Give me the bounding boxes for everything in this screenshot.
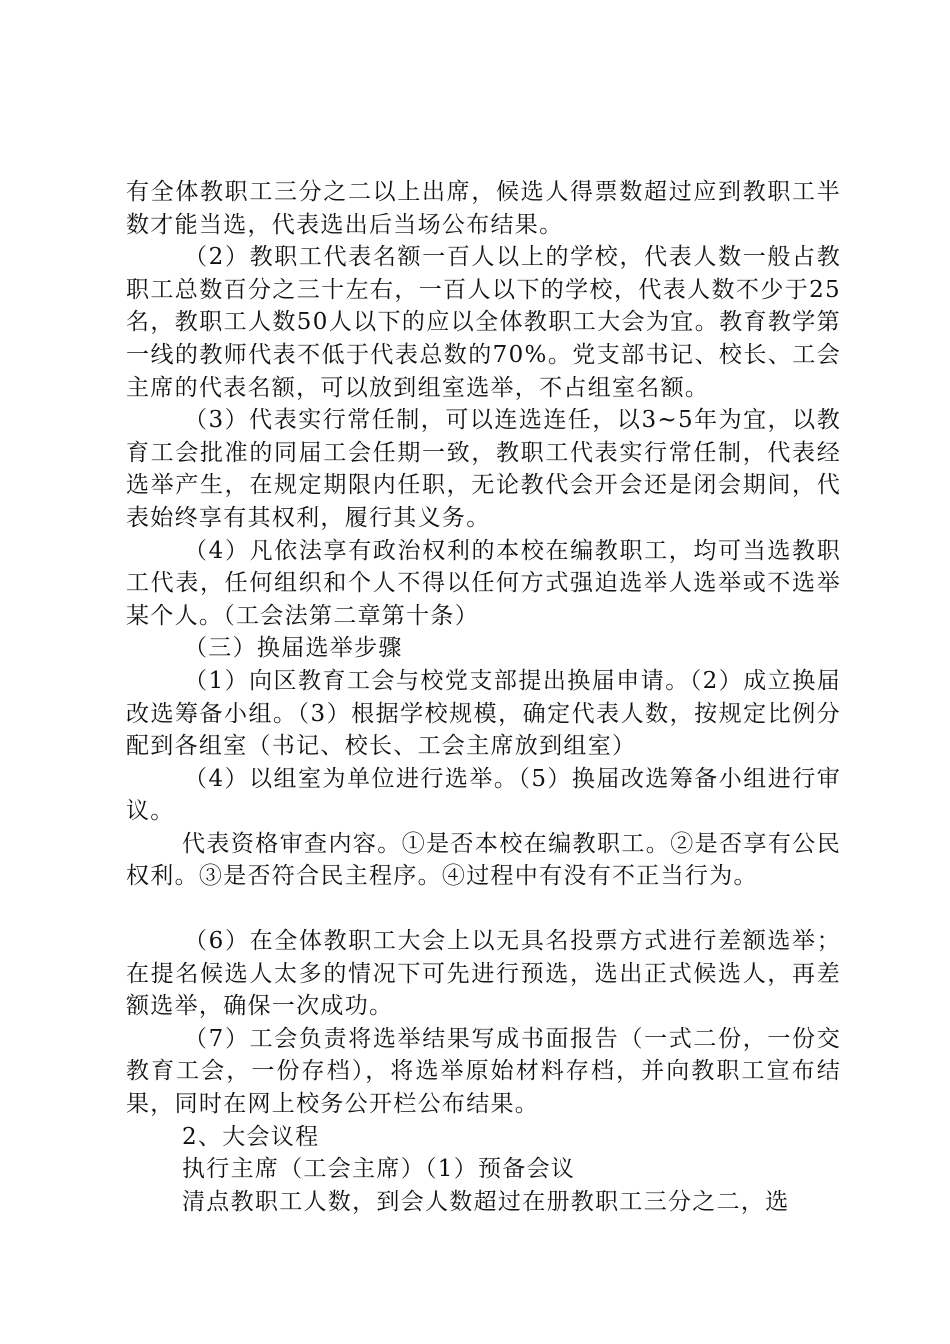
- paragraph-5: （1）向区教育工会与校党支部提出换届申请。（2）成立换届改选筹备小组。（3）根据学校规模，确定代表人数，按规定比例分配到各组室（书记、校长、工会主席放到组室）: [126, 667, 841, 760]
- paragraph-8: （6）在全体教职工大会上以无具名投票方式进行差额选举；在提名候选人太多的情况下可先进行预选，选出正式候选人，再差额选举，确保一次成功。: [126, 928, 841, 1020]
- document-body: [126, 176, 841, 1218]
- paragraph-10: 执行主席（工会主席）（1）预备会议: [182, 1156, 576, 1183]
- paragraph-7: 代表资格审查内容。①是否本校在编教职工。②是否享有公民权利。③是否符合民主程序。④过程中有没有不正当行为。: [126, 830, 841, 890]
- section-heading-agenda: 2、大会议程: [182, 1123, 320, 1150]
- blank-line: [126, 893, 841, 925]
- paragraph-11: 清点教职工人数，到会人数超过在册教职工三分之二，选: [182, 1188, 790, 1215]
- paragraph-3: （3）代表实行常任制，可以连选连任，以3~5年为宜，以教育工会批准的同届工会任期一致，教职工代表实行常任制，代表经选举产生，在规定期限内任职，无论教代会开会还是闭会期间，代表始终享有其权利，履行其义务。: [126, 407, 841, 531]
- paragraph-4: （4）凡依法享有政治权利的本校在编教职工，均可当选教职工代表，任何组织和个人不得以任何方式强迫选举人选举或不选举某个人。（工会法第二章第十条）: [126, 537, 841, 629]
- paragraph-6: （4）以组室为单位进行选举。（5）换届改选筹备小组进行审议。: [126, 765, 841, 825]
- paragraph-1: 有全体教职工三分之二以上出席，候选人得票数超过应到教职工半数才能当选，代表选出后当场公布结果。: [126, 179, 841, 238]
- paragraph-9: （7）工会负责将选举结果写成书面报告（一式二份，一份交教育工会，一份存档），将选举原始材料存档，并向教职工宣布结果，同时在网上校务公开栏公布结果。: [126, 1025, 841, 1118]
- section-heading-steps: （三）换届选举步骤: [184, 635, 403, 662]
- paragraph-2: （2）教职工代表名额一百人以上的学校，代表人数一般占教职工总数百分之三十左右，一百人以下的学校，代表人数不少于25名，教职工人数50人以下的应以全体教职工大会为宜。教育教学第一线的教师代表不低于代表总数的70%。党支部书记、校长、工会主席的代表名额，可以放到组室选举，不占组室名额。: [126, 244, 841, 401]
